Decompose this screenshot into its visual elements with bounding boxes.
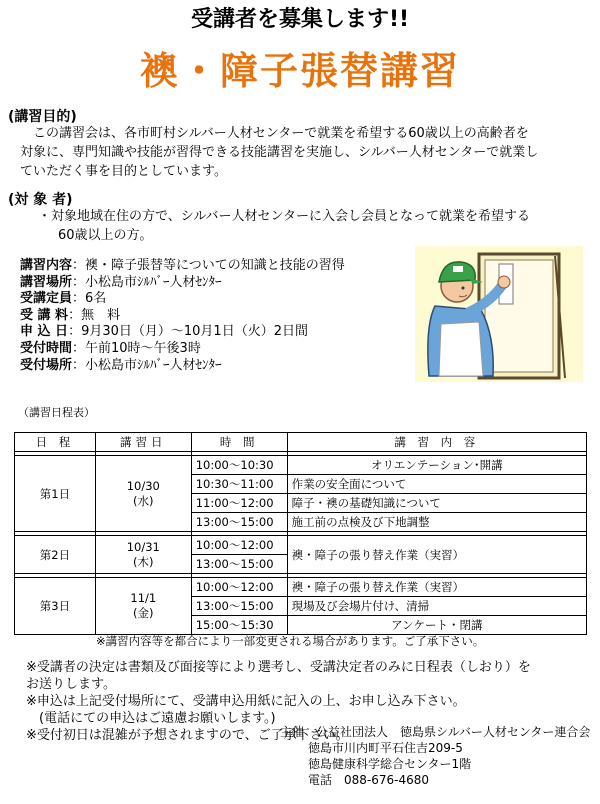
content-cell: 施工前の点検及び下地調整 [287,513,586,532]
building-line: 徳島健康科学総合センター1階 [308,757,472,771]
schedule-caption: （講習日程表） [18,406,95,419]
note-line: (電話にての申込はご遠慮お願いします。) [26,711,276,726]
purpose-text [20,124,595,181]
time-cell: 10:30～11:00 [191,475,287,494]
info-row [20,341,345,358]
note-line: ※受付初日は混雑が予想されますので、ご了承下さい。 [26,728,349,743]
time-cell: 10:00～12:00 [191,578,287,597]
target-line: ・対象地域在住の方で、シルバー人材センターに入会し会員となって就業を希望する [38,209,530,224]
date-text: 10/31 [126,539,160,554]
info-row [20,308,345,325]
purpose-line: ていただく事を目的としています。 [20,164,227,179]
info-key: 申 込 日 [20,324,69,340]
info-key: 受 講 料 [20,307,69,323]
target-text [38,207,593,245]
purpose-line: 対象に、専門知識や技能が習得できる技能講習を実施し、シルバー人材センターで就業し [20,145,539,160]
time-cell: 10:00～10:30 [191,456,287,475]
info-value: ：9月30日（月）～10月1日（火）2日間 [68,324,308,340]
table-header-row [15,433,587,452]
col-header: 時 間 [191,433,287,452]
table-row [15,578,587,597]
content-cell: 作業の安全面について [287,475,586,494]
page-title: 襖・障子張替講習 [139,49,460,93]
time-cell: 15:00～15:30 [191,616,287,635]
info-key: 受講定員 [20,291,73,307]
content-cell: 襖・障子の張り替え作業（実習） [287,578,586,597]
col-header: 日 程 [15,433,96,452]
purpose-line: この講習会は、各市町村シルバー人材センターで就業を希望する60歳以上の高齢者を [20,126,529,141]
day-label: 第3日 [15,578,96,635]
weekday-text: (金) [133,606,154,620]
day-date [95,456,191,532]
time-cell: 10:00～12:00 [191,536,287,555]
info-value: ：6名 [72,291,107,307]
target-heading: (対 象 者) [8,192,73,208]
worker-illustration [415,246,583,382]
info-row [20,258,345,275]
content-cell: オリエンテーション･開講 [287,456,586,475]
purpose-heading: (講習目的) [8,109,77,125]
date-text: 10/30 [126,478,160,493]
date-text: 11/1 [130,591,157,605]
info-key: 受付場所 [20,357,73,373]
info-value: ：無 料 [68,307,121,323]
time-cell: 11:00～12:00 [191,494,287,513]
course-info [20,258,345,374]
day-date [95,536,191,574]
content-cell: アンケート・閉講 [287,616,586,635]
recruit-heading: 受講者を募集します!! [190,7,410,32]
info-row [20,324,345,341]
address-line: 徳島市川内町平石住吉209-5 [308,741,463,755]
table-row [15,456,587,475]
content-cell: 現場及び会場片付け、清掃 [287,597,586,616]
info-key: 講習場所 [20,274,73,290]
note-line: ※申込は上記受付場所にて、受講申込用紙に記入の上、お申し込み下さい。 [26,694,466,709]
info-value: ：小松島市ｼﾙﾊﾞｰ人材ｾﾝﾀｰ [72,357,222,373]
note-line: お送りします。 [26,677,116,692]
info-row [20,275,345,292]
content-cell: 障子・襖の基礎知識について [287,494,586,513]
organizer-line: 主催 公益社団法人 徳島県シルバー人材センター連合会 [280,725,591,739]
col-header: 講習日 [95,433,191,452]
table-row [15,536,587,555]
organizer-block [280,724,590,788]
day-label: 第2日 [15,536,96,574]
schedule-table [14,432,587,635]
info-value: ：襖・障子張替等についての知識と技能の習得 [72,258,345,273]
weekday-text: (木) [133,554,154,569]
day-date [95,578,191,635]
schedule-note: ※講習内容等を都合により一部変更される場合があります。ご了承下さい。 [96,634,485,648]
phone-line: 電話 088-676-4680 [308,773,430,787]
worker-papering-icon [415,246,583,382]
info-key: 受付時間 [20,340,73,356]
info-value: ：小松島市ｼﾙﾊﾞｰ人材ｾﾝﾀｰ [72,274,222,290]
time-cell: 13:00～15:00 [191,513,287,532]
info-row [20,358,345,375]
col-header: 講 習 内 容 [287,433,586,452]
info-row [20,291,345,308]
time-cell: 13:00～15:00 [191,597,287,616]
note-line: ※受講者の決定は書類及び面接等により選考し、受講決定者のみに日程表（しおり）を [26,660,531,675]
time-cell: 13:00～15:00 [191,555,287,574]
info-value: ：午前10時～午後3時 [72,340,201,356]
target-line: 60歳以上の方。 [58,228,153,243]
info-key: 講習内容 [20,258,73,273]
weekday-text: (水) [133,493,154,508]
day-label: 第1日 [15,456,96,532]
content-cell: 襖・障子の張り替え作業（実習） [287,536,586,574]
